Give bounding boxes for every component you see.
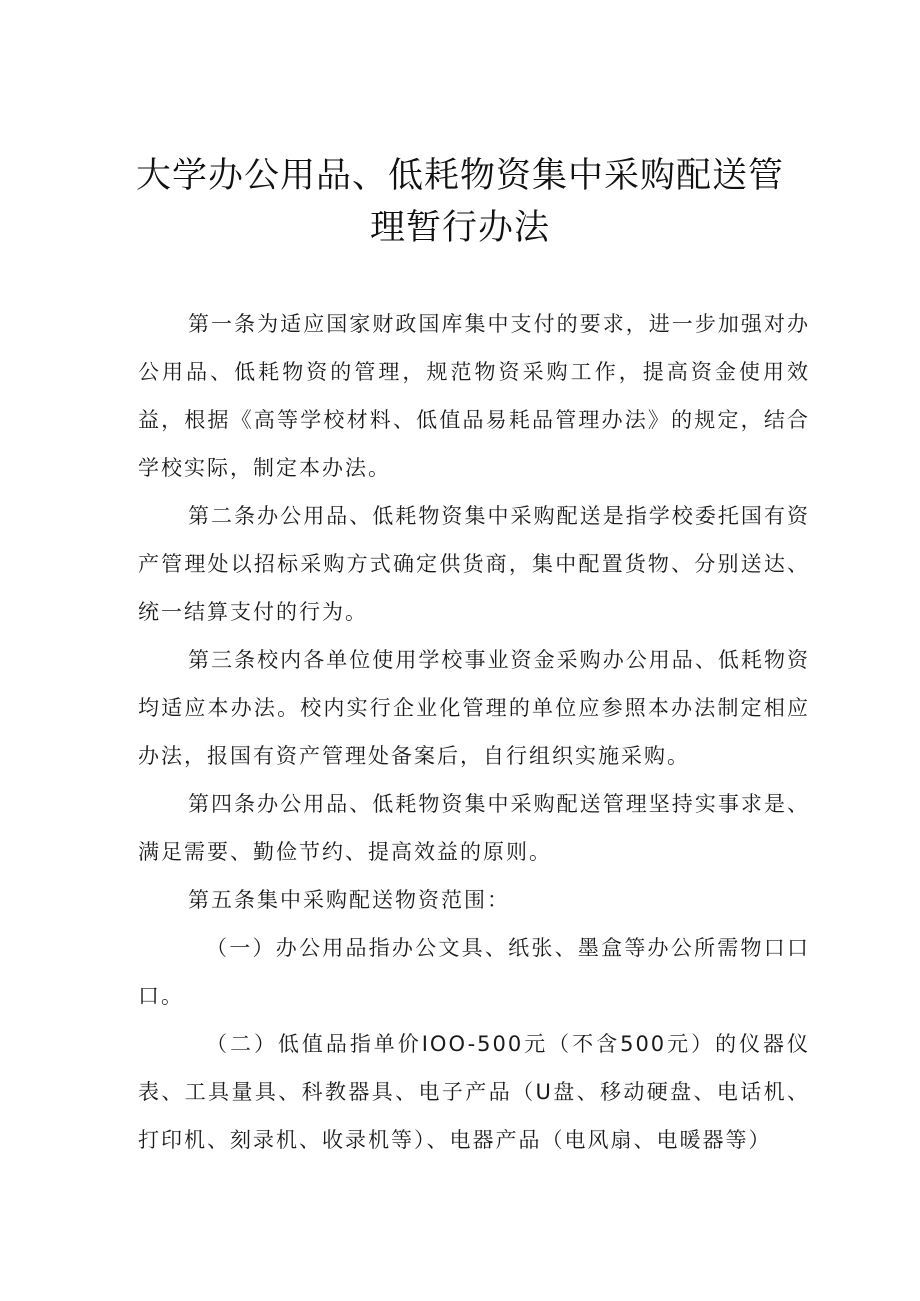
article-1: 第一条为适应国家财政国库集中支付的要求，进一步加强对办公用品、低耗物资的管理，规范物资采购工作，提高资金使用效益，根据《高等学校材料、低值品易耗品管理办法》的规定，结合学校实际，制定本办法。 <box>138 312 810 480</box>
article-2: 第二条办公用品、低耗物资集中采购配送是指学校委托国有资产管理处以招标采购方式确定供货商，集中配置货物、分别送达、统一结算支付的行为。 <box>138 504 810 624</box>
document-body <box>138 300 810 1164</box>
article-3: 第三条校内各单位使用学校事业资金采购办公用品、低耗物资均适应本办法。校内实行企业化管理的单位应参照本办法制定相应办法，报国有资产管理处备案后，自行组织实施采购。 <box>138 648 810 768</box>
article-4: 第四条办公用品、低耗物资集中采购配送管理坚持实事求是、满足需要、勤俭节约、提高效益的原则。 <box>138 792 810 864</box>
title-line-1: 大学办公用品、低耗物资集中采购配送管 <box>135 156 784 196</box>
title-line-2: 理暂行办法 <box>369 208 550 248</box>
article-5-item-1: （一）办公用品指办公文具、纸张、墨盒等办公所需物口口口。 <box>138 936 810 1008</box>
article-5: 第五条集中采购配送物资范围： <box>188 888 510 912</box>
article-5-item-2: （二）低值品指单价IOO-500元（不含500元）的仪器仪表、工具量具、科教器具、电子产品（U盘、移动硬盘、电话机、打印机、刻录机、收录机等）、电器产品（电风扇、电暖器等） <box>138 1032 810 1152</box>
document-title <box>120 150 800 254</box>
